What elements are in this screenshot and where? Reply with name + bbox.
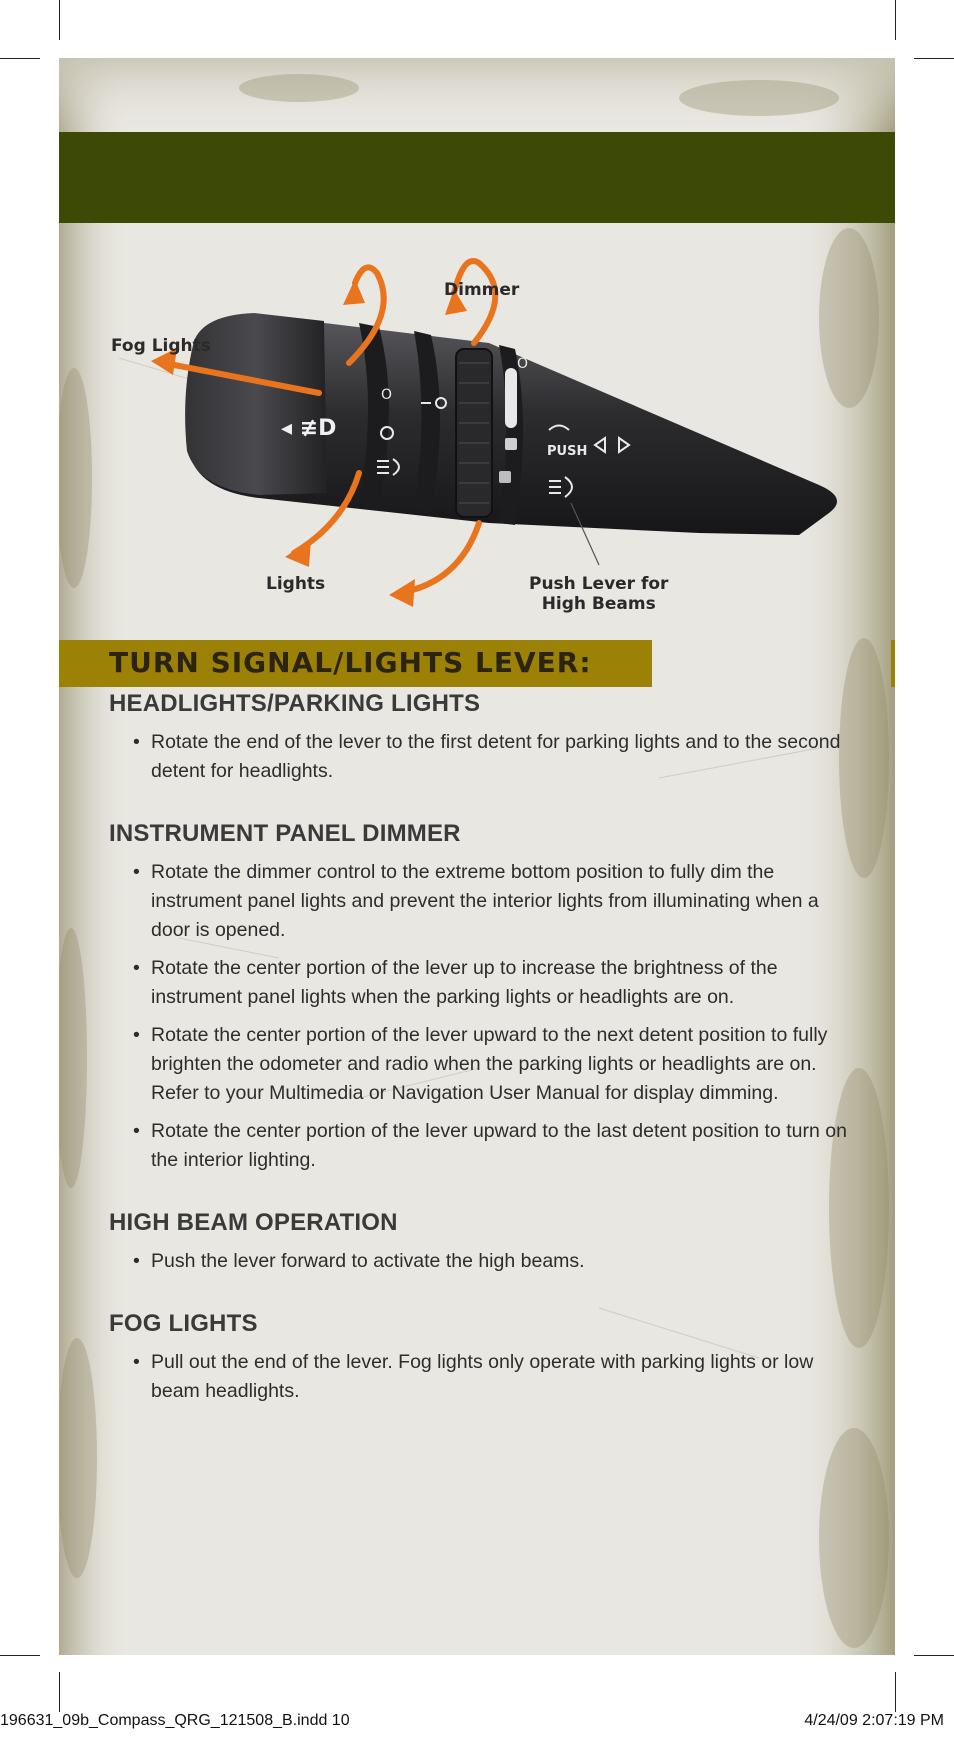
crop-mark	[0, 1655, 40, 1656]
bullet-list	[109, 1348, 849, 1406]
bullet-list	[109, 728, 849, 786]
lever-marking-fog: ◂ ≢D	[281, 416, 337, 441]
crop-mark	[59, 0, 60, 40]
arrowhead	[285, 539, 311, 567]
crop-mark	[59, 1672, 60, 1712]
callout-dimmer: Dimmer	[444, 280, 520, 300]
section-band-edge	[891, 640, 895, 687]
callout-push-lever-line1: Push Lever for	[529, 574, 669, 594]
instructions	[109, 690, 849, 1440]
bullet-item: • Rotate the center portion of the lever upward to the last detent position to turn on the interior lighting.	[109, 1117, 849, 1175]
callout-push-lever-line2: High Beams	[541, 594, 656, 614]
arrowhead	[389, 579, 415, 607]
lever-marking-zero: O	[517, 356, 529, 372]
lever-marking-zero: O	[381, 387, 393, 403]
manual-page	[59, 58, 895, 1655]
callout-fog-lights: Fog Lights	[111, 336, 211, 356]
bullet-item: • Rotate the end of the lever to the first detent for parking lights and to the second detent for headlights.	[109, 728, 849, 786]
bullet-item: • Rotate the center portion of the lever up to increase the brightness of the instrument panel lights when the parking lights or headlights are on.	[109, 954, 849, 1012]
crop-mark	[895, 1672, 896, 1712]
slug-timestamp: 4/24/09 2:07:19 PM	[804, 1712, 944, 1729]
bullet-item: • Rotate the dimmer control to the extreme bottom position to fully dim the instrument panel lights and prevent the interior lights from illuminating when a door is opened.	[109, 858, 849, 945]
dimmer-wheel	[456, 349, 492, 517]
crop-mark	[914, 1655, 954, 1656]
lever-diagram	[59, 223, 895, 683]
heading-dimmer: INSTRUMENT PANEL DIMMER	[109, 820, 461, 847]
dimmer-detent	[499, 471, 511, 483]
bullet-list	[109, 858, 849, 1175]
header-band	[59, 132, 895, 223]
block-headlights	[109, 690, 849, 786]
section-title: TURN SIGNAL/LIGHTS LEVER:	[109, 646, 592, 679]
block-dimmer	[109, 820, 849, 1175]
crop-mark	[895, 0, 896, 40]
bullet-item: • Push the lever forward to activate the high beams.	[109, 1247, 849, 1276]
bullet-list	[109, 1247, 849, 1276]
bullet-item: • Pull out the end of the lever. Fog lights only operate with parking lights or low beam headlights.	[109, 1348, 849, 1406]
heading-headlights: HEADLIGHTS/PARKING LIGHTS	[109, 690, 481, 717]
callout-push-lever	[529, 574, 668, 614]
heading-high-beam: HIGH BEAM OPERATION	[109, 1209, 398, 1236]
callout-lights: Lights	[266, 574, 326, 594]
bullet-item: • Rotate the center portion of the lever upward to the next detent position to fully brighten the odometer and radio when the parking lights or headlights are on. Refer to your Multimedia or Navigation User Manual for display dimming.	[109, 1021, 849, 1108]
dimmer-detent	[505, 438, 517, 450]
heading-fog-lights: FOG LIGHTS	[109, 1310, 258, 1337]
crop-mark	[0, 58, 40, 59]
block-fog-lights	[109, 1310, 849, 1406]
crop-mark	[914, 58, 954, 59]
lever-marking-push: PUSH	[547, 444, 588, 459]
dimmer-indicator	[505, 368, 517, 428]
slug-filename: 196631_09b_Compass_QRG_121508_B.indd 10	[0, 1712, 350, 1729]
arrowhead	[343, 279, 365, 305]
block-high-beam	[109, 1209, 849, 1276]
